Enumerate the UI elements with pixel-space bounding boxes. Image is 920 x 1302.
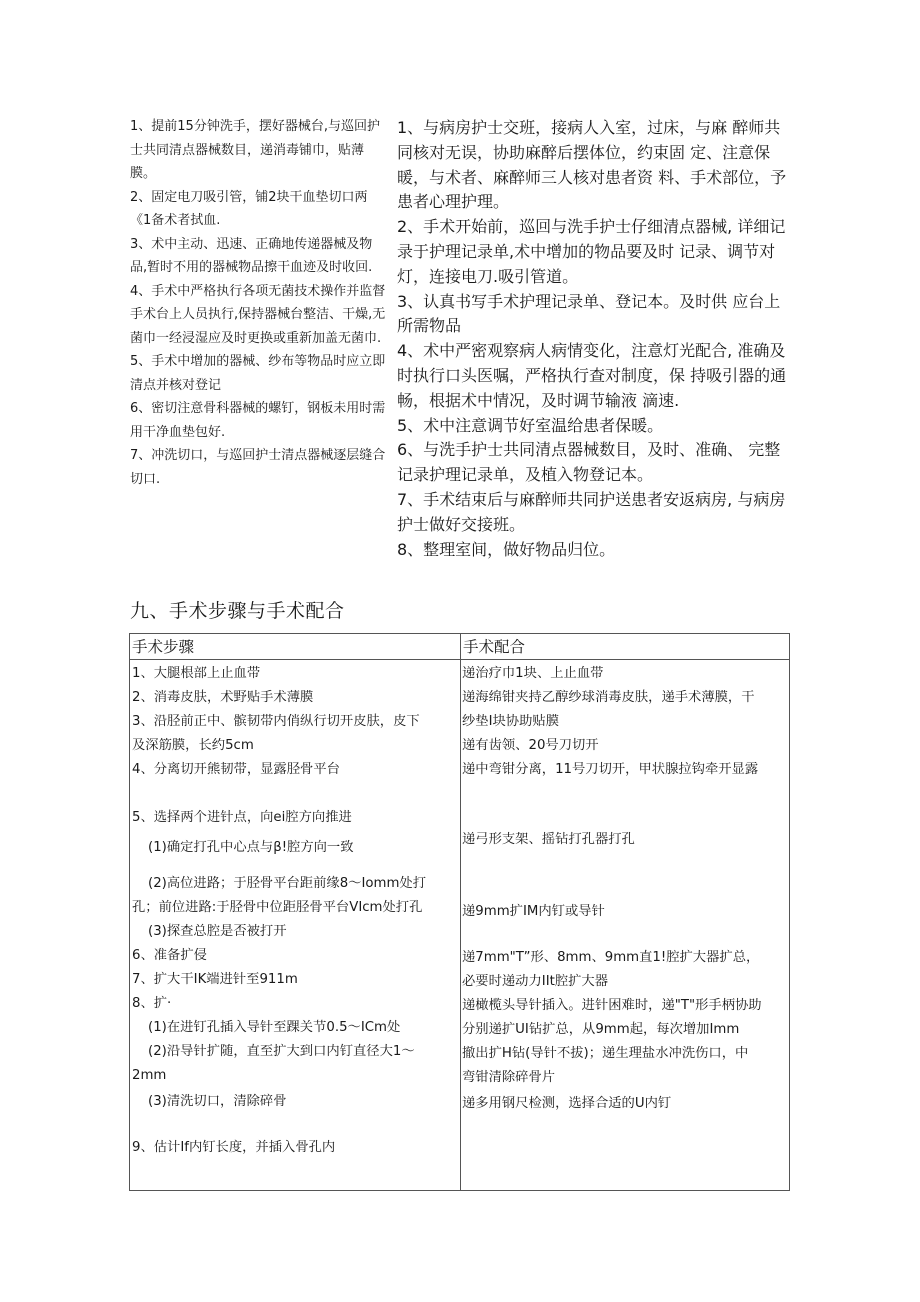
step-line: 4、分离切开熊韧带，显露胫骨平台 <box>132 762 340 777</box>
step-line: 1、大腿根部上止血带 <box>132 666 261 681</box>
circulating-duty-item: 5、术中注意调节好室温给患者保暖。 <box>397 415 664 435</box>
scrub-duty-item: 2、固定电刀吸引管，铺2块干血垫切口两《1备术者拭血. <box>130 189 368 228</box>
header-divider <box>130 659 789 660</box>
step-line: 9、估计If内钉长度，并插入骨孔内 <box>132 1140 336 1155</box>
circulating-duty-item: 7、手术结束后与麻醉师共同护送患者安返病房, 与病房护士做好交接班。 <box>397 489 786 534</box>
step-line: 8、扩· <box>132 996 172 1011</box>
circulating-duty-item: 1、与病房护士交班，接病人入室，过床，与麻 醉师共同核对无误，协助麻醉后摆体位，约束固 定、注意保暖，与术者、麻醉师三人核对患者资 料、手术部位，予患者心理护理。 <box>397 118 787 212</box>
circulating-duty-item: 8、整理室间，做好物品归位。 <box>397 539 616 559</box>
step-line: (2)高位进路；于胫骨平台距前缘8～Iomm处打 <box>148 876 427 891</box>
step-line: 孔；前位进路:于胫骨中位距胫骨平台VIcm处打孔 <box>132 900 423 915</box>
surgery-steps-table <box>129 633 790 1191</box>
scrub-duty-item: 3、术中主动、迅速、正确地传递器械及物品,暂时不用的器械物品擦干血迹及时收回. <box>130 236 373 275</box>
cooperation-line: 递橄榄头导针插入。进针困难时，递"T"形手柄协助 <box>462 998 762 1013</box>
step-line: (1)在进钉孔插入导针至踝关节0.5～ICm处 <box>148 1020 401 1035</box>
step-line: 5、选择两个进针点，向ei腔方向推进 <box>132 810 352 825</box>
cooperation-line: 纱垫I块协助贴膜 <box>462 714 559 729</box>
cooperation-line: 递弓形支架、摇钻打孔器打孔 <box>462 832 635 847</box>
scrub-duty-item: 1、提前15分钟洗手，摆好器械台,与巡回护士共同清点器械数目，递消毒铺巾，贴薄膜。 <box>130 119 380 181</box>
step-line: (3)清洗切口，清除碎骨 <box>148 1094 287 1109</box>
section-title: 九、手术步骤与手术配合 <box>130 600 345 622</box>
step-line: 2、消毒皮肤，术野贴手术薄膜 <box>132 690 314 705</box>
cooperation-line: 分别递扩UI钻扩总，从9mm起，每次增加Imm <box>462 1022 740 1037</box>
step-line: (2)沿导针扩随，直至扩大到口内钉直径大1～ <box>148 1044 415 1059</box>
scrub-duty-item: 6、密切注意骨科器械的螺钉，钢板未用时需用干净血垫包好. <box>130 401 386 440</box>
scrub-duty-item: 7、冲洗切口，与巡回护士清点器械逐层缝合切口. <box>130 448 386 487</box>
circulating-duty-item: 6、与洗手护士共同清点器械数目，及时、准确、 完整记录护理记录单，及植入物登记本。 <box>397 440 781 485</box>
scrub-duty-item: 4、手术中严格执行各项无菌技术操作并监督手术台上人员执行,保持器械台整洁、干燥,无菌巾一经浸湿应及时更换或重新加盖无菌巾. <box>130 283 386 346</box>
cooperation-line: 撤出扩H钻(导针不拔)；递生理盐水冲洗伤口，中 <box>462 1046 749 1061</box>
step-line: 6、准备扩侵 <box>132 948 207 963</box>
cooperation-line: 递有齿领、20号刀切开 <box>462 738 599 753</box>
header-cooperation: 手术配合 <box>463 638 526 656</box>
cooperation-line: 弯钳清除碎骨片 <box>462 1070 556 1085</box>
cooperation-line: 递海绵钳夹持乙醇纱球消毒皮肤，递手术薄膜，干 <box>462 690 755 705</box>
cooperation-line: 递多用钢尺检测，选择合适的U内钉 <box>462 1096 672 1111</box>
step-line: (1)确定打孔中心点与β!腔方向一致 <box>148 840 354 855</box>
step-line: 7、扩大干IK端进针至911m <box>132 972 298 987</box>
cooperation-line: 递治疗巾1块、上止血带 <box>462 666 604 681</box>
cooperation-line: 递7mm"T”形、8mm、9mm直1!腔扩大器扩总， <box>462 950 760 965</box>
header-steps: 手术步骤 <box>132 638 195 656</box>
circulating-nurse-duties <box>397 116 789 562</box>
column-divider <box>460 634 461 1190</box>
cooperation-line: 必要时递动力IIt腔扩大器 <box>462 974 609 989</box>
circulating-duty-item: 2、手术开始前，巡回与洗手护士仔细清点器械, 详细记录于护理记录单,术中增加的物品要及时 记录、调节对灯，连接电刀.吸引管道。 <box>397 217 786 286</box>
step-line: (3)探查总腔是否被打开 <box>148 924 287 939</box>
scrub-nurse-duties <box>130 115 388 491</box>
step-line: 3、沿胫前正中、髌韧带内俏纵行切开皮肤，皮下 <box>132 714 420 729</box>
cooperation-line: 递9mm扩IM内钉或导针 <box>462 904 605 919</box>
cooperation-line: 递中弯钳分离，11号刀切开，甲状腺拉钩牵开显露 <box>462 762 759 777</box>
scrub-duty-item: 5、手术中增加的器械、纱布等物品时应立即清点并核对登记 <box>130 354 386 393</box>
circulating-duty-item: 4、术中严密观察病人病情变化，注意灯光配合, 准确及时执行口头医嘱，严格执行查对制度，保 持吸引器的通畅，根据术中情况，及时调节输液 滴速. <box>397 341 787 410</box>
circulating-duty-item: 3、认真书写手术护理记录单、登记本。及时供 应台上所需物品 <box>397 291 781 336</box>
step-line: 2mm <box>132 1068 167 1083</box>
step-line: 及深筋膜，长约5cm <box>132 738 254 753</box>
